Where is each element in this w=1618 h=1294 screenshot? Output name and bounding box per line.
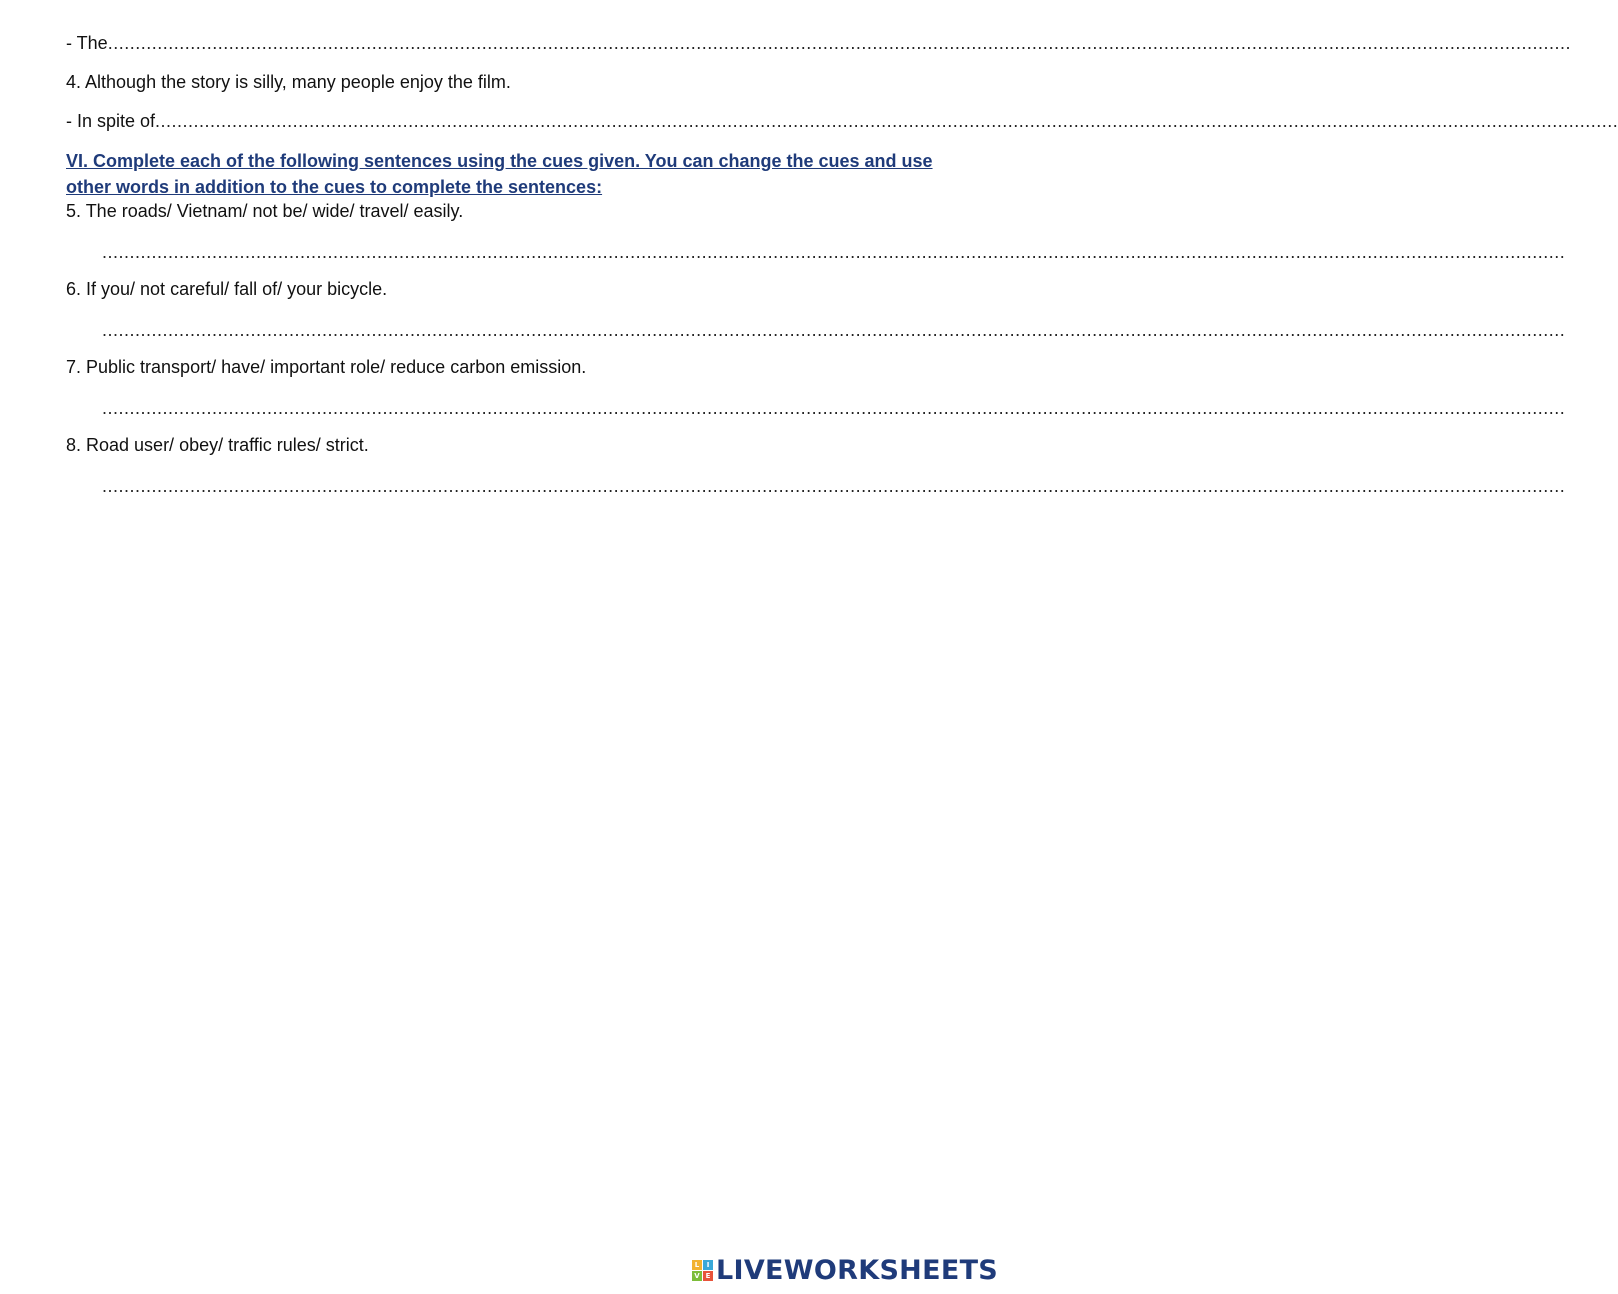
- logo-mark-letter: I: [703, 1260, 713, 1270]
- liveworksheets-logo[interactable]: [692, 1254, 998, 1286]
- answer-line-8: [102, 475, 1566, 497]
- answer-line-7: [102, 397, 1566, 419]
- logo-mark-icon: [692, 1260, 713, 1281]
- question-4: 4. Although the story is silly, many people enjoy the film.: [66, 72, 511, 92]
- question-5: 5. The roads/ Vietnam/ not be/ wide/ travel/ easily.: [66, 201, 464, 221]
- answer-dots[interactable]: ..........................................................................................................................................................................................................................................................................: [102, 242, 1566, 262]
- answer-dots[interactable]: ..........................................................................................................................................................................................................................................................................: [102, 320, 1566, 340]
- question-8: 8. Road user/ obey/ traffic rules/ strict.: [66, 435, 369, 455]
- answer-line-the: [66, 32, 1571, 54]
- answer-prefix-the: - The: [66, 33, 108, 53]
- answer-line-5: [102, 241, 1566, 263]
- question-6: 6. If you/ not careful/ fall of/ your bicycle.: [66, 279, 388, 299]
- answer-dots[interactable]: ..........................................................................................................................................................................................................................................................................: [102, 476, 1566, 496]
- answer-dots[interactable]: ..........................................................................................................................................................................................................................................................................: [155, 111, 1618, 131]
- logo-mark-letter: E: [703, 1271, 713, 1281]
- section-vi-heading: VI. Complete each of the following sentences using the cues given. You can change the cues and use other words in addition to the cues to complete the sentences:: [66, 151, 933, 197]
- answer-dots[interactable]: ..........................................................................................................................................................................................................................................................................: [102, 398, 1566, 418]
- answer-line-6: [102, 319, 1566, 341]
- question-7: 7. Public transport/ have/ important role/ reduce carbon emission.: [66, 357, 587, 377]
- logo-mark-letter: L: [692, 1260, 702, 1270]
- answer-dots[interactable]: ..........................................................................................................................................................................................................................................................................: [107, 33, 1571, 53]
- answer-prefix-in-spite-of: - In spite of: [66, 111, 156, 131]
- answer-line-in-spite-of: [66, 110, 1618, 132]
- logo-mark-letter: V: [692, 1271, 702, 1281]
- logo-text: LIVEWORKSHEETS: [716, 1254, 999, 1286]
